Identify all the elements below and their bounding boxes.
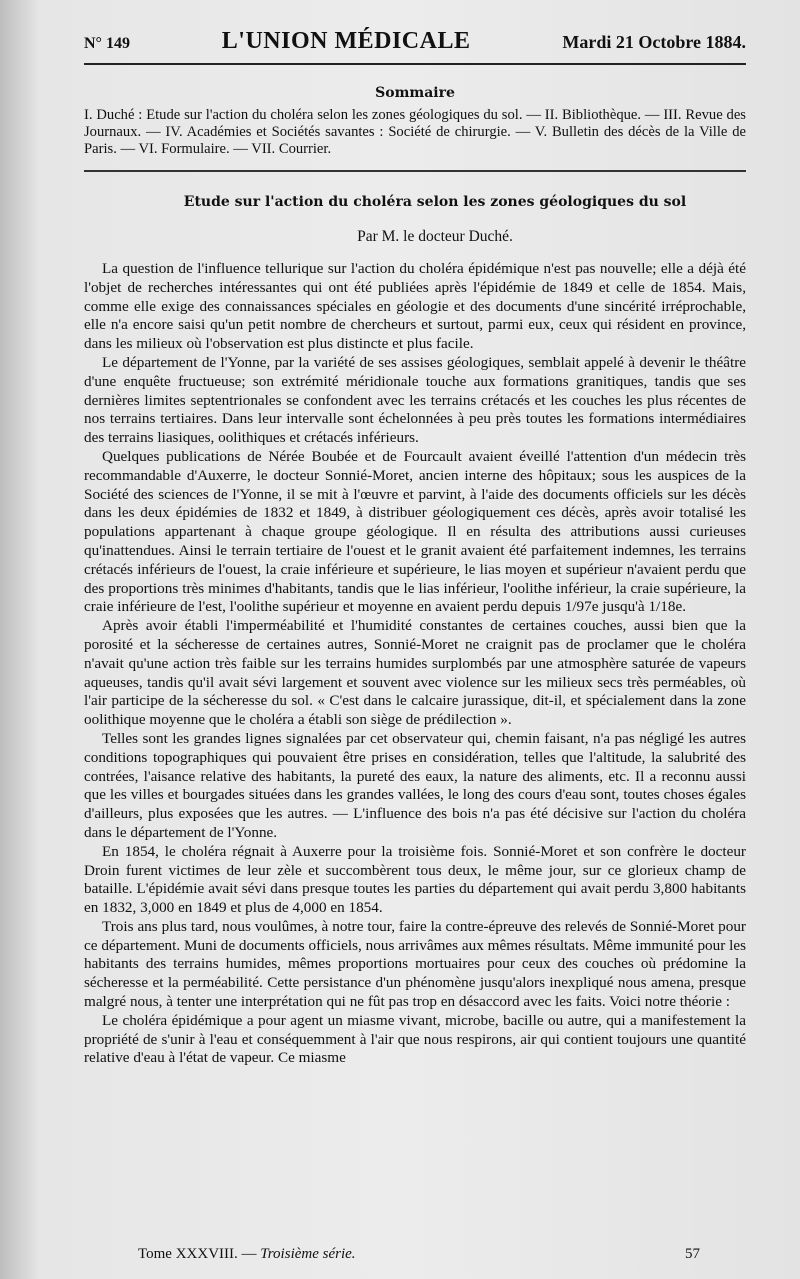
paragraph: En 1854, le choléra régnait à Auxerre pour la troisième fois. Sonnié-Moret et son confrère le docteur Droin furent victimes de leur zèle et succombèrent tous deux, le même jour, sur ce glorieux champ de bataille. L'épidémie avait sévi dans presque toutes les parties du département qui avait perdu 3,800 habitants en 1832, 3,000 en 1849 et plus de 4,000 en 1854. [84,842,746,917]
series-label: Troisième série. [260,1246,356,1262]
summary-text: I. Duché : Etude sur l'action du choléra selon les zones géologiques du sol. — II. Bibliothèque. — III. Revue des Journaux. — IV. Académies et Sociétés savantes : Société de chirurgie. — V. Bulletin des décès de la Ville de Paris. — VI. Formulaire. — VII. Courrier. [84,107,746,172]
paragraph: Telles sont les grandes lignes signalées par cet observateur qui, chemin faisant, n'a pas négligé les autres conditions topographiques qui pouvaient être prises en considération, telles que l'altitude, la salubrité des contrées, l'aisance relative des habitants, la pureté des eaux, la nature des aliments, etc. Il a reconnu aussi que les villes et bourgades situées dans les grandes vallées, le long des cours d'eau sont, toutes choses égales d'ailleurs, plus exposées que les autres. — L'influence des bois n'a pas été décisive sur l'action du choléra dans le département de l'Yonne. [84,729,746,841]
page-footer [138,1246,700,1263]
paragraph: La question de l'influence tellurique sur l'action du choléra épidémique n'est pas nouvelle; elle a déjà été l'objet de recherches intéressantes qui ont été publiées après l'épidémie de 1849 et celle de 1854. Mais, comme elle exige des connaissances spéciales en géologie et des documents d'une sincérité irréprochable, elle n'a encore saisi qu'un petit nombre de chercheurs et surtout, parmi eux, ceux qui résident en province, dans les milieux où l'observation est plus distincte et plus facile. [84,260,746,353]
summary-title: Sommaire [375,85,455,101]
paragraph: Après avoir établi l'imperméabilité et l'humidité constantes de certaines couches, aussi bien que la porosité et la sécheresse de certaines autres, Sonnié-Moret ne craignit pas de proclamer que le choléra n'avait qu'une action très faible sur les terrains humides surplombés par une atmosphère saturée de vapeurs aqueuses, tandis qu'il avait sévi largement et souvent avec violence sur les milieux secs très perméables, où l'air participe de la sécheresse du sol. « C'est dans le calcaire jurassique, dit-il, et spécialement dans la zone oolithique moyenne que le choléra a établi son siège de prédilection ». [84,617,746,729]
issue-date: Mardi 21 Octobre 1884. [562,32,746,52]
page-header [84,28,746,65]
paragraph: Le choléra épidémique a pour agent un miasme vivant, microbe, bacille ou autre, qui a manifestement la propriété de s'unir à l'eau et conséquemment à l'air que nous respirons, air qui contient toujours une quantité relative d'eau à l'état de vapeur. Ce miasme [84,1011,746,1067]
article-body [84,260,746,1068]
footer-tome [138,1246,356,1263]
article-byline: Par M. le docteur Duché. [357,228,513,245]
paragraph: Le département de l'Yonne, par la variété de ses assises géologiques, semblait appelé à devenir le théâtre d'une enquête fructueuse; son extrémité méridionale touche aux formations granitiques, tandis que ses dernières limites septentrionales se confondent avec les terrains crétacés et les couches les plus récentes de nos terrains tertiaires. Dans leur intervalle sont échelonnées à peu près toutes les formations intermédiaires des terrains liasiques, oolithiques et crétacés inférieurs. [84,353,746,447]
article-title: Etude sur l'action du choléra selon les zones géologiques du sol [183,194,687,210]
paragraph: Trois ans plus tard, nous voulûmes, à notre tour, faire la contre-épreuve des relevés de Sonnié-Moret pour ce département. Muni de documents officiels, nous arrivâmes aux mêmes résultats. Même immunité pour les habitants des terrains humides, mêmes proportions mortuaires pour ceux des couches où prédomine la sécheresse et la perméabilité. Cette persistance d'un phénomène jusqu'alors inexpliqué nous amena, presque malgré nous, à tenter une interprétation qui ne fût pas trop en désaccord avec les faits. Voici notre théorie : [84,917,746,1011]
issue-number: N° 149 [84,35,130,52]
paragraph: Quelques publications de Nérée Boubée et de Fourcault avaient éveillé l'attention d'un médecin très recommandable d'Auxerre, le docteur Sonnié-Moret, ancien interne des hôpitaux; sous les auspices de la Société des sciences de l'Yonne, il se mit à l'œuvre et parvint, à l'aide des documents officiels sur les décès dans les deux épidémies de 1832 et 1849, à distribuer géologiquement ces décès, après avoir totalisé les populations appartenant à chaque groupe géologique. Il en résulta des attributions aussi curieuses qu'inattendues. Ainsi le terrain tertiaire de l'ouest et le granit avaient été parfaitement indemnes, les terrains crétacés inférieurs de l'ouest, la craie inférieure et supérieure, le lias moyen et supérieur n'avaient perdu que des proportions très minimes d'habitants, tandis que le lias inférieur, l'oolithe inférieur, la craie supérieure, la craie inférieure de l'est, l'oolithe supérieur et moyenne en avaient perdu depuis 1/97e jusqu'à 1/18e. [84,447,746,616]
tome-label: Tome XXXVIII. — [138,1246,257,1262]
journal-title: L'UNION MÉDICALE [221,28,471,54]
page-number: 57 [685,1246,700,1262]
